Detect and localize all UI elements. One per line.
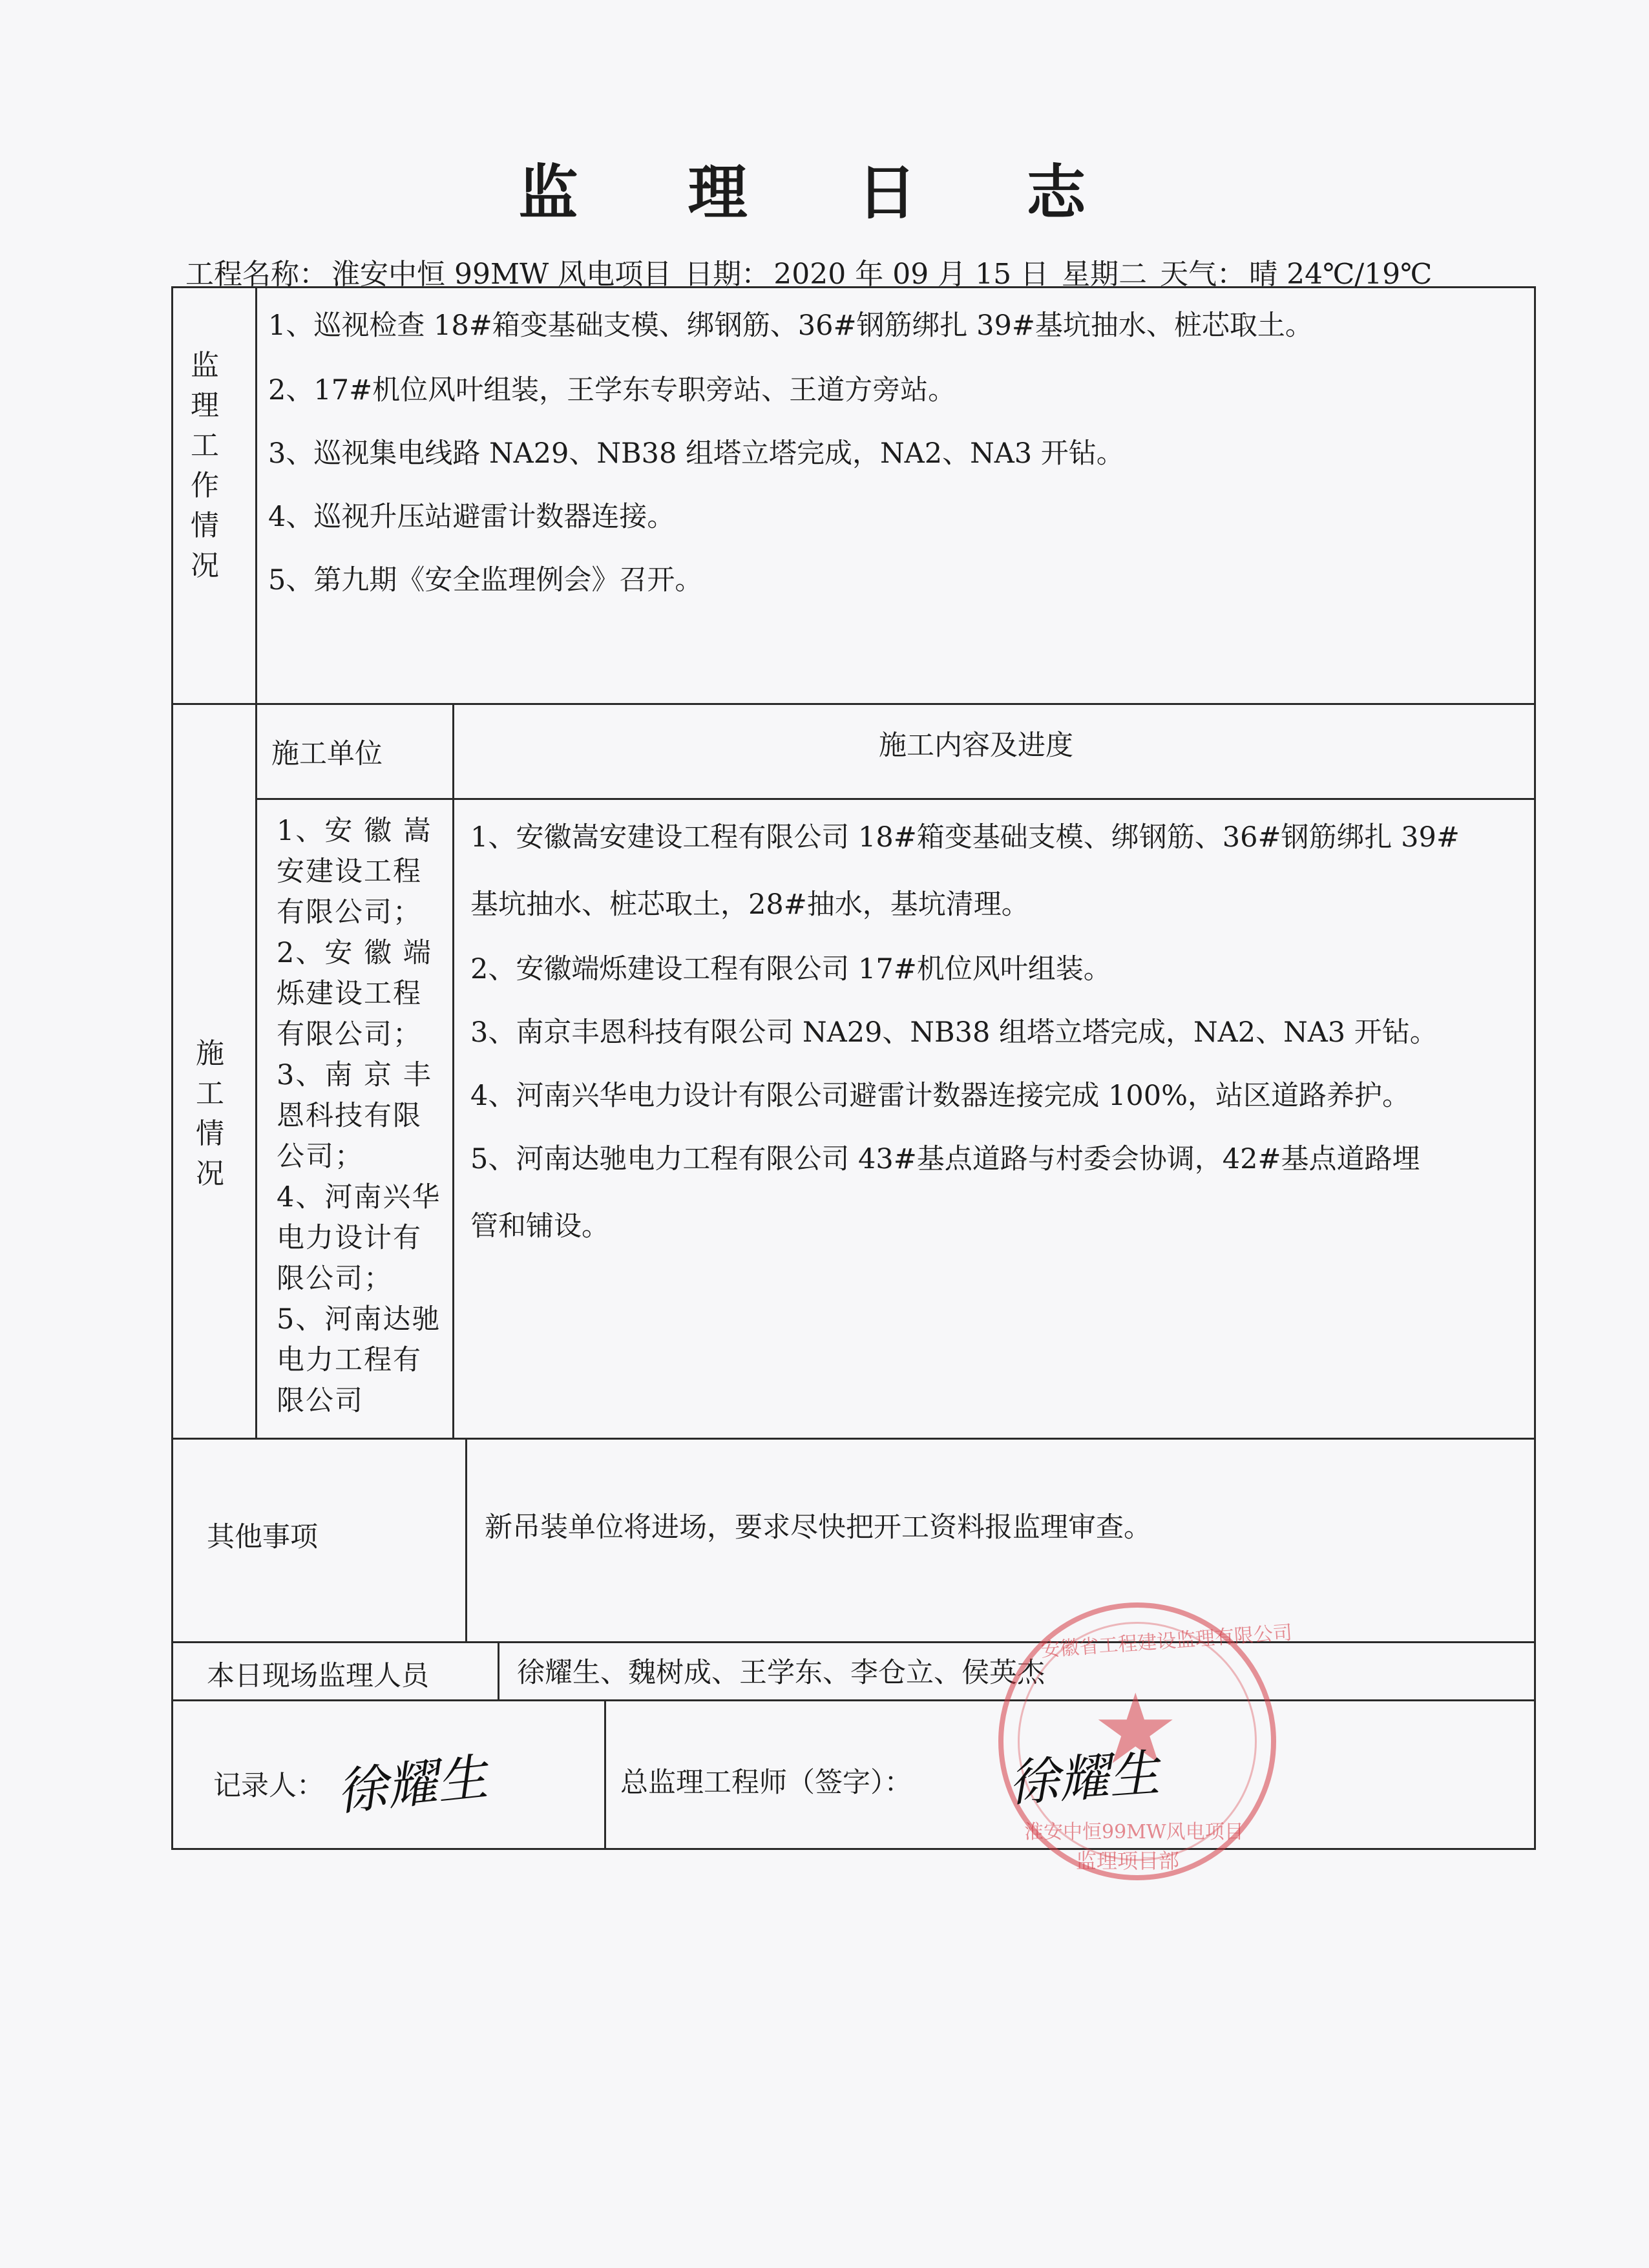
weather-value: 晴 24℃/19℃ <box>1249 258 1433 291</box>
col-divider-staff <box>498 1641 499 1699</box>
unit-line: 限公司； <box>277 1263 393 1295</box>
col-divider-unit <box>452 703 454 1438</box>
col-divider-other <box>465 1438 467 1641</box>
staff-label: 本日现场监理人员 <box>207 1660 429 1692</box>
date-label: 日期： <box>684 258 770 291</box>
unit-line: 4、河南兴华 <box>277 1181 441 1213</box>
supervision-label: 监理工作情况 <box>191 349 219 582</box>
unit-list <box>277 811 451 1422</box>
chief-signature: 徐耀生 <box>1006 1744 1162 1814</box>
supervision-item: 4、巡视升压站避雷计数器连接。 <box>268 501 675 533</box>
date-value: 2020 年 09 月 15 日 <box>773 258 1049 291</box>
unit-line: 恩科技有限 <box>277 1100 422 1132</box>
recorder-signature: 徐耀生 <box>333 1748 490 1822</box>
content-line: 5、河南达驰电力工程有限公司 43#基点道路与村委会协调，42#基点道路埋 <box>470 1143 1420 1175</box>
unit-line: 电力设计有 <box>277 1222 422 1254</box>
supervision-item: 1、巡视检查 18#箱变基础支模、绑钢筋、36#钢筋绑扎 39#基坑抽水、桩芯取土。 <box>268 310 1313 342</box>
unit-line: 有限公司； <box>277 1018 422 1051</box>
other-text: 新吊装单位将进场，要求尽快把开工资料报监理审查。 <box>485 1511 1151 1544</box>
row-divider-unit-header <box>255 798 1536 800</box>
unit-line: 限公司 <box>277 1385 364 1417</box>
supervision-item: 2、17#机位风叶组装，王学东专职旁站、王道方旁站。 <box>268 374 956 406</box>
other-label: 其他事项 <box>207 1521 318 1553</box>
unit-line: 安建设工程 <box>277 856 422 888</box>
unit-line: 电力工程有 <box>277 1344 422 1376</box>
unit-line: 烁建设工程 <box>277 978 422 1010</box>
unit-column-header: 施工单位 <box>271 738 383 770</box>
seal-department-text: 监理项目部 <box>1076 1849 1180 1873</box>
seal-ring-text: 安徽省工程建设监理有限公司 <box>1040 1621 1293 1662</box>
supervision-item: 3、巡视集电线路 NA29、NB38 组塔立塔完成，NA2、NA3 开钻。 <box>268 437 1124 470</box>
chief-label: 总监理工程师（签字）： <box>620 1767 912 1799</box>
content-line: 管和铺设。 <box>470 1210 609 1243</box>
content-line: 1、安徽嵩安建设工程有限公司 18#箱变基础支模、绑钢筋、36#钢筋绑扎 39# <box>470 821 1460 854</box>
project-label: 工程名称： <box>185 258 328 291</box>
weekday: 星期二 <box>1062 258 1148 291</box>
content-list <box>470 815 1460 1244</box>
row-divider-construction <box>171 1438 1536 1440</box>
content-line: 3、南京丰恩科技有限公司 NA29、NB38 组塔立塔完成，NA2、NA3 开钻。 <box>470 1016 1438 1049</box>
col-divider-label <box>255 286 257 1438</box>
content-column-header: 施工内容及进度 <box>879 730 1073 762</box>
content-line: 基坑抽水、桩芯取土，28#抽水，基坑清理。 <box>470 888 1029 921</box>
staff-names: 徐耀生、魏树成、王学东、李仓立、侯英杰 <box>517 1657 1045 1689</box>
project-name: 淮安中恒 99MW 风电项目 <box>331 258 672 291</box>
unit-line: 2、安 徽 端 <box>277 937 432 969</box>
seal-star-icon: ★ <box>1092 1674 1179 1786</box>
page-title: 监 理 日 志 <box>518 158 1131 227</box>
construction-label: 施工情况 <box>196 1037 224 1190</box>
unit-line: 有限公司； <box>277 896 422 929</box>
weather-label: 天气： <box>1160 258 1246 291</box>
supervision-list <box>268 304 1313 622</box>
recorder-label: 记录人： <box>213 1770 324 1802</box>
content-line: 4、河南兴华电力设计有限公司避雷计数器连接完成 100%，站区道路养护。 <box>470 1080 1410 1112</box>
row-divider-other <box>171 1641 1536 1643</box>
unit-line: 1、安 徽 嵩 <box>277 815 432 847</box>
unit-line: 公司； <box>277 1140 364 1173</box>
unit-line: 5、河南达驰 <box>277 1303 441 1336</box>
unit-line: 3、南 京 丰 <box>277 1059 432 1091</box>
row-divider-staff <box>171 1699 1536 1701</box>
row-divider-supervision <box>171 703 1536 705</box>
col-divider-signature <box>604 1699 606 1850</box>
content-line: 2、安徽端烁建设工程有限公司 17#机位风叶组装。 <box>470 953 1111 985</box>
supervision-item: 5、第九期《安全监理例会》召开。 <box>268 564 703 596</box>
seal-project-text: 淮安中恒99MW风电项目 <box>1024 1821 1244 1843</box>
